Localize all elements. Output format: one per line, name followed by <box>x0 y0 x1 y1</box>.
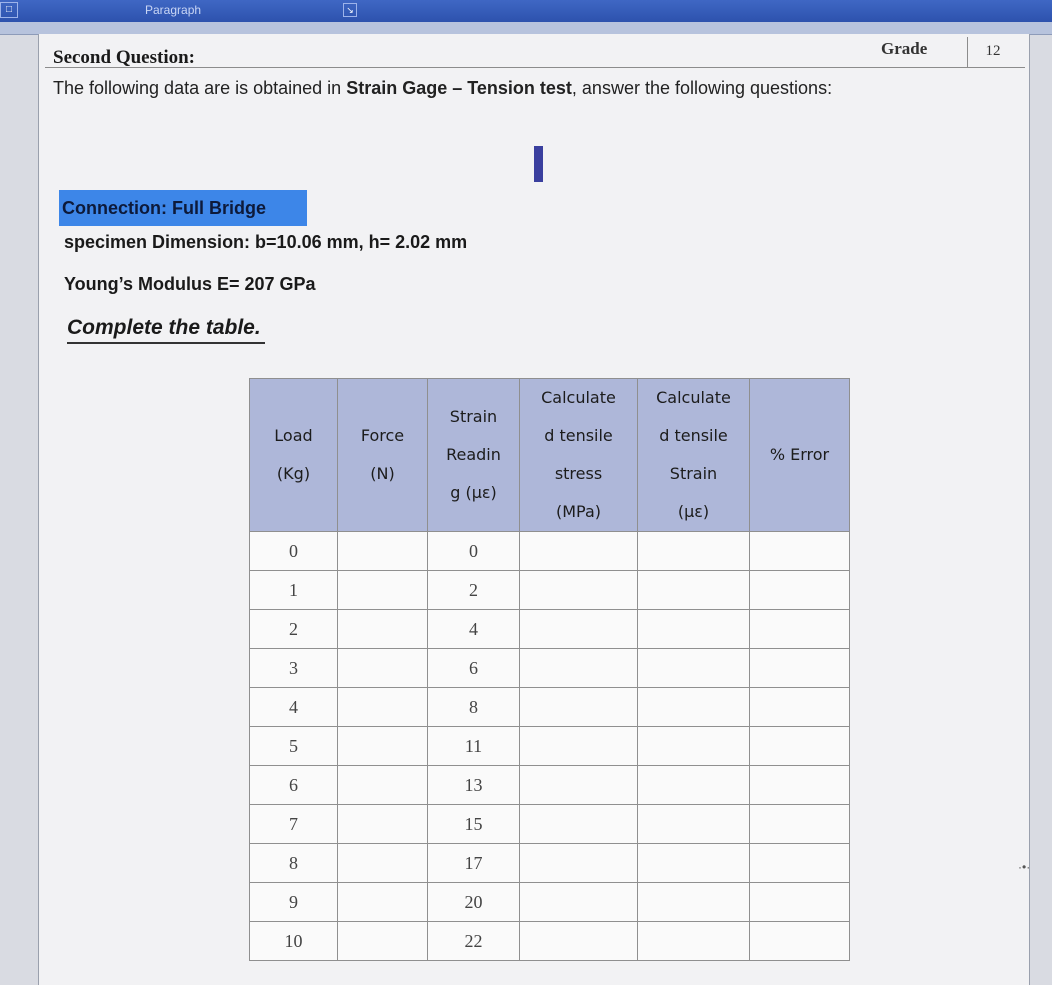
cell-calc-strain[interactable] <box>638 922 750 961</box>
cell-force[interactable] <box>338 922 428 961</box>
table-row <box>250 805 850 844</box>
cell-force[interactable] <box>338 844 428 883</box>
cell-load[interactable]: 3 <box>250 649 338 688</box>
question-header <box>45 37 1025 68</box>
ribbon-bar <box>0 0 1052 22</box>
cell-stress[interactable] <box>520 922 638 961</box>
cell-calc-strain[interactable] <box>638 532 750 571</box>
header-percent-error: % Error <box>750 379 850 532</box>
cell-load[interactable]: 10 <box>250 922 338 961</box>
header-force: Force (N) <box>338 379 428 532</box>
cell-load[interactable]: 6 <box>250 766 338 805</box>
cell-calc-strain[interactable] <box>638 883 750 922</box>
cell-calc-strain[interactable] <box>638 766 750 805</box>
cell-force[interactable] <box>338 727 428 766</box>
cell-error[interactable] <box>750 571 850 610</box>
intro-test-name: Strain Gage – Tension test <box>346 78 572 98</box>
cell-error[interactable] <box>750 649 850 688</box>
header-calculated-strain: Calculate d tensile Strain (µε) <box>638 379 750 532</box>
table-row <box>250 649 850 688</box>
cell-error[interactable] <box>750 766 850 805</box>
cell-strain-reading[interactable]: 0 <box>428 532 520 571</box>
cell-load[interactable]: 9 <box>250 883 338 922</box>
cell-load[interactable]: 7 <box>250 805 338 844</box>
question-intro <box>53 78 832 99</box>
cell-error[interactable] <box>750 883 850 922</box>
cell-calc-strain[interactable] <box>638 727 750 766</box>
cell-calc-strain[interactable] <box>638 610 750 649</box>
connection-label: Connection: Full Bridge <box>59 190 307 226</box>
cell-stress[interactable] <box>520 610 638 649</box>
cell-force[interactable] <box>338 766 428 805</box>
cell-calc-strain[interactable] <box>638 688 750 727</box>
cell-load[interactable]: 2 <box>250 610 338 649</box>
cell-stress[interactable] <box>520 727 638 766</box>
specimen-dimension: specimen Dimension: b=10.06 mm, h= 2.02 mm <box>64 232 468 252</box>
cell-stress[interactable] <box>520 844 638 883</box>
cell-load[interactable]: 5 <box>250 727 338 766</box>
table-row <box>250 727 850 766</box>
data-table <box>249 378 850 961</box>
header-calculated-stress: Calculate d tensile stress (MPa) <box>520 379 638 532</box>
youngs-modulus: Young’s Modulus E= 207 GPa <box>64 274 316 294</box>
cell-error[interactable] <box>750 532 850 571</box>
intro-text-start: The following data are is obtained in <box>53 78 347 98</box>
cell-load[interactable]: 8 <box>250 844 338 883</box>
cell-strain-reading[interactable]: 2 <box>428 571 520 610</box>
cell-force[interactable] <box>338 883 428 922</box>
cell-load[interactable]: 0 <box>250 532 338 571</box>
move-handle-icon[interactable]: ·•· <box>1018 860 1031 874</box>
cell-strain-reading[interactable]: 11 <box>428 727 520 766</box>
dialog-launcher-icon[interactable]: ↘ <box>343 3 357 17</box>
cell-force[interactable] <box>338 532 428 571</box>
cell-calc-strain[interactable] <box>638 805 750 844</box>
cell-error[interactable] <box>750 922 850 961</box>
cell-stress[interactable] <box>520 571 638 610</box>
cell-strain-reading[interactable]: 15 <box>428 805 520 844</box>
instruction-text: Complete the table. <box>67 316 265 344</box>
cell-strain-reading[interactable]: 17 <box>428 844 520 883</box>
ribbon-group-label: Paragraph <box>145 3 202 17</box>
cell-force[interactable] <box>338 571 428 610</box>
cell-error[interactable] <box>750 688 850 727</box>
cell-force[interactable] <box>338 805 428 844</box>
table-row <box>250 532 850 571</box>
table-row <box>250 610 850 649</box>
cell-calc-strain[interactable] <box>638 571 750 610</box>
table-row <box>250 688 850 727</box>
cell-calc-strain[interactable] <box>638 649 750 688</box>
cell-calc-strain[interactable] <box>638 844 750 883</box>
grade-value: 12 <box>967 37 1018 67</box>
table-row <box>250 922 850 961</box>
cell-stress[interactable] <box>520 688 638 727</box>
table-row <box>250 883 850 922</box>
cell-stress[interactable] <box>520 649 638 688</box>
question-title: Second Question: <box>53 47 195 68</box>
table-row <box>250 766 850 805</box>
cell-stress[interactable] <box>520 883 638 922</box>
cell-error[interactable] <box>750 844 850 883</box>
text-cursor <box>534 146 543 182</box>
table-row <box>250 844 850 883</box>
cell-strain-reading[interactable]: 22 <box>428 922 520 961</box>
cell-load[interactable]: 1 <box>250 571 338 610</box>
cell-error[interactable] <box>750 727 850 766</box>
table-header-row <box>250 379 850 532</box>
cell-stress[interactable] <box>520 766 638 805</box>
cell-strain-reading[interactable]: 4 <box>428 610 520 649</box>
cell-strain-reading[interactable]: 20 <box>428 883 520 922</box>
cell-stress[interactable] <box>520 805 638 844</box>
cell-strain-reading[interactable]: 8 <box>428 688 520 727</box>
ribbon-group-icon[interactable]: □ <box>0 2 18 18</box>
cell-error[interactable] <box>750 805 850 844</box>
header-load: Load (Kg) <box>250 379 338 532</box>
cell-error[interactable] <box>750 610 850 649</box>
cell-stress[interactable] <box>520 532 638 571</box>
grade-label: Grade <box>881 39 928 58</box>
document-page[interactable] <box>38 34 1030 985</box>
header-strain-reading: Strain Readin g (µε) <box>428 379 520 532</box>
cell-force[interactable] <box>338 649 428 688</box>
intro-text-end: , answer the following questions: <box>571 78 833 98</box>
cell-force[interactable] <box>338 610 428 649</box>
table-row <box>250 571 850 610</box>
cell-strain-reading[interactable]: 13 <box>428 766 520 805</box>
cell-strain-reading[interactable]: 6 <box>428 649 520 688</box>
cell-force[interactable] <box>338 688 428 727</box>
cell-load[interactable]: 4 <box>250 688 338 727</box>
